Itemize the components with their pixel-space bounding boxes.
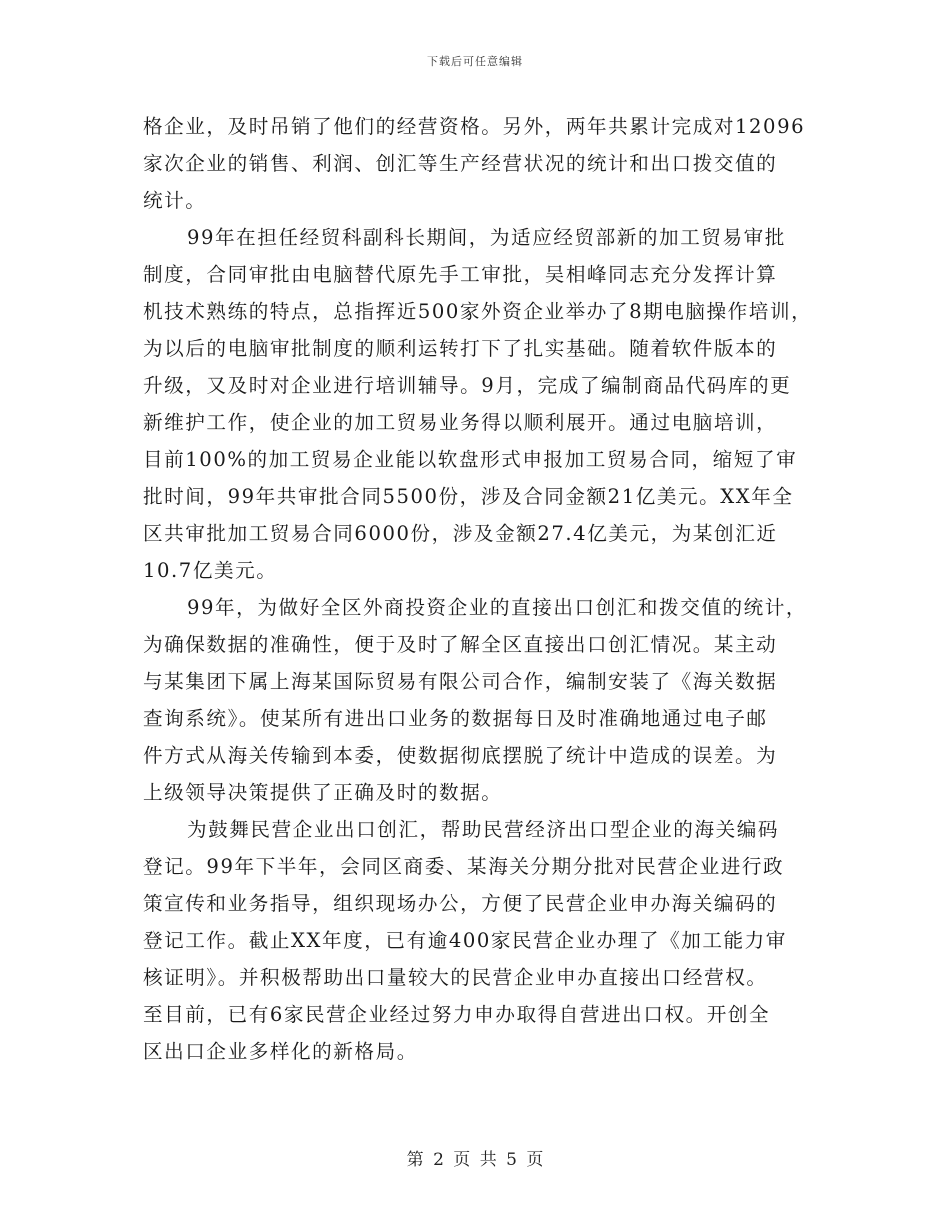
page-number: 第 2 页 共 5 页 bbox=[406, 1150, 544, 1170]
text-line: 至目前，已有6家民营企业经过努力申办取得自营进出口权。开创全 bbox=[143, 1003, 771, 1026]
text-line: 与某集团下属上海某国际贸易有限公司合作，编制安装了《海关数据 bbox=[143, 670, 778, 693]
text-line: 为确保数据的准确性，便于及时了解全区直接出口创汇情况。某主动 bbox=[143, 633, 778, 656]
text-line: 新维护工作，使企业的加工贸易业务得以顺利展开。通过电脑培训， bbox=[143, 411, 778, 434]
text-line: 目前100%的加工贸易企业能以软盘形式申报加工贸易合同，缩短了审 bbox=[143, 448, 798, 471]
paragraph-4 bbox=[143, 811, 823, 1070]
text-line: 登记。99年下半年，会同区商委、某海关分期分批对民营企业进行政 bbox=[143, 855, 785, 878]
page-header-note: 下载后可任意编辑 bbox=[427, 55, 523, 68]
text-line: 区共审批加工贸易合同6000份，涉及金额27.4亿美元，为某创汇近 bbox=[143, 522, 778, 545]
paragraph-1 bbox=[143, 108, 823, 219]
paragraph-2 bbox=[143, 219, 823, 589]
text-line: 10.7亿美元。 bbox=[143, 559, 278, 582]
text-line: 登记工作。截止XX年度，已有逾400家民营企业办理了《加工能力审 bbox=[143, 929, 787, 952]
paragraph-3 bbox=[143, 589, 823, 811]
text-line: 件方式从海关传输到本委，使数据彻底摆脱了统计中造成的误差。为 bbox=[143, 744, 778, 767]
text-line: 为以后的电脑审批制度的顺利运转打下了扎实基础。随着软件版本的 bbox=[143, 337, 778, 360]
text-line: 格企业，及时吊销了他们的经营资格。另外，两年共累计完成对12096 bbox=[143, 115, 806, 138]
text-line: 升级，又及时对企业进行培训辅导。9月，完成了编制商品代码库的更 bbox=[143, 374, 792, 397]
text-line: 99年在担任经贸科副科长期间，为适应经贸部新的加工贸易审批 bbox=[187, 226, 786, 249]
text-line: 统计。 bbox=[143, 189, 207, 212]
text-line: 上级领导决策提供了正确及时的数据。 bbox=[143, 781, 503, 804]
text-line: 区出口企业多样化的新格局。 bbox=[143, 1040, 418, 1063]
text-line: 策宣传和业务指导，组织现场办公，方便了民营企业申办海关编码的 bbox=[143, 892, 778, 915]
document-body bbox=[143, 108, 823, 1070]
text-line: 核证明》。并积极帮助出口量较大的民营企业申办直接出口经营权。 bbox=[143, 966, 768, 989]
text-line: 制度，合同审批由电脑替代原先手工审批，吴相峰同志充分发挥计算 bbox=[143, 263, 778, 286]
text-line: 为鼓舞民营企业出口创汇，帮助民营经济出口型企业的海关编码 bbox=[187, 818, 780, 841]
text-line: 查询系统》。使某所有进出口业务的数据每日及时准确地通过电子邮 bbox=[143, 707, 768, 730]
text-line: 家次企业的销售、利润、创汇等生产经营状况的统计和出口拨交值的 bbox=[143, 152, 778, 175]
text-line: 99年，为做好全区外商投资企业的直接出口创汇和拨交值的统计， bbox=[187, 596, 808, 619]
text-line: 机技术熟练的特点，总指挥近500家外资企业举办了8期电脑操作培训， bbox=[143, 300, 813, 323]
text-line: 批时间，99年共审批合同5500份，涉及合同金额21亿美元。XX年全 bbox=[143, 485, 794, 508]
